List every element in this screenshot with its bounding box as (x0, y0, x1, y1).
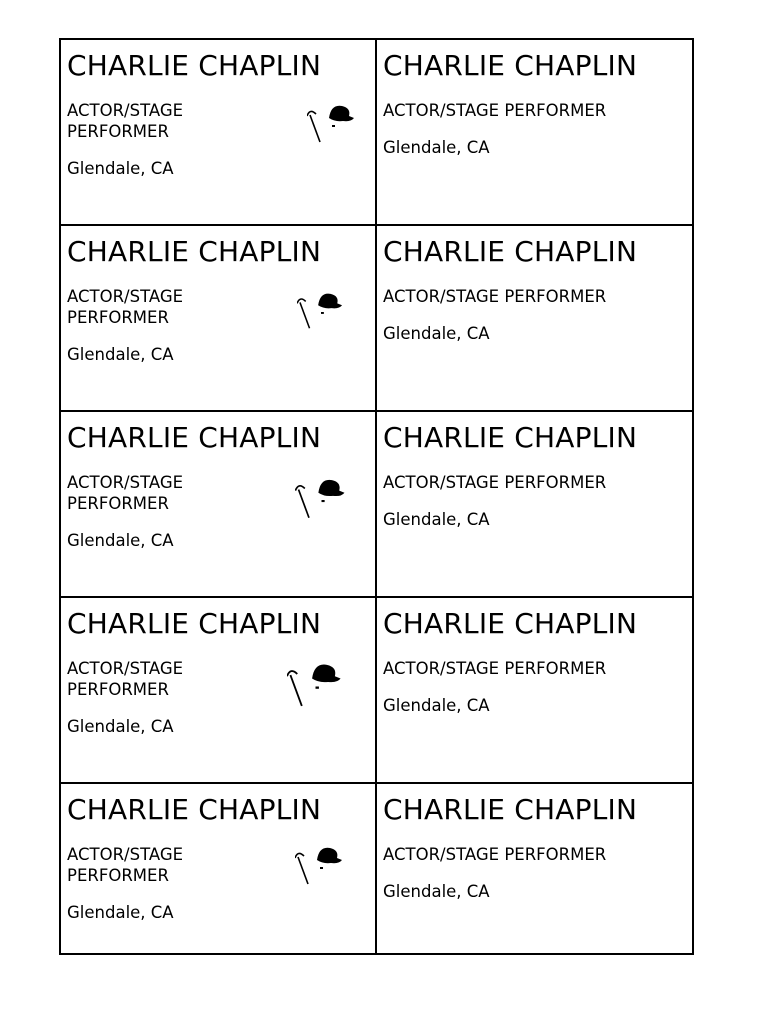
chaplin-hat-cane-icon (295, 476, 348, 524)
card-role: ACTOR/STAGE PERFORMER (383, 845, 607, 864)
card-name: CHARLIE CHAPLIN (67, 607, 322, 640)
card-name: CHARLIE CHAPLIN (67, 235, 322, 268)
card-role: ACTOR/STAGE PERFORMER (383, 659, 607, 678)
card-role: ACTOR/STAGE PERFORMER (67, 845, 184, 885)
card-name: CHARLIE CHAPLIN (67, 793, 322, 826)
card-name: CHARLIE CHAPLIN (67, 49, 322, 82)
card-name: CHARLIE CHAPLIN (383, 607, 638, 640)
card-role: ACTOR/STAGE PERFORMER (67, 659, 184, 699)
card-grid (61, 40, 692, 953)
card-name: CHARLIE CHAPLIN (383, 235, 638, 268)
card-role: ACTOR/STAGE PERFORMER (383, 473, 607, 492)
chaplin-hat-cane-icon (297, 290, 345, 334)
card-name: CHARLIE CHAPLIN (383, 793, 638, 826)
card-location: Glendale, CA (383, 696, 490, 715)
card-location: Glendale, CA (383, 324, 490, 343)
business-card (61, 40, 375, 224)
card-location: Glendale, CA (383, 882, 490, 901)
card-role: ACTOR/STAGE PERFORMER (383, 287, 607, 306)
chaplin-hat-cane-icon (287, 660, 344, 713)
card-location: Glendale, CA (383, 510, 490, 529)
business-card (377, 598, 692, 782)
card-role: ACTOR/STAGE PERFORMER (383, 101, 607, 120)
business-card (377, 784, 692, 955)
card-role: ACTOR/STAGE PERFORMER (67, 473, 184, 513)
card-location: Glendale, CA (67, 345, 174, 364)
card-name: CHARLIE CHAPLIN (67, 421, 322, 454)
card-name: CHARLIE CHAPLIN (383, 49, 638, 82)
chaplin-hat-cane-icon (295, 844, 345, 890)
card-location: Glendale, CA (67, 159, 174, 178)
card-role: ACTOR/STAGE PERFORMER (67, 101, 184, 141)
business-card (61, 412, 375, 596)
business-card-sheet (59, 38, 694, 955)
card-role: ACTOR/STAGE PERFORMER (67, 287, 184, 327)
business-card (61, 784, 375, 955)
card-location: Glendale, CA (383, 138, 490, 157)
business-card (377, 40, 692, 224)
business-card (377, 226, 692, 410)
business-card (61, 598, 375, 782)
card-location: Glendale, CA (67, 903, 174, 922)
card-location: Glendale, CA (67, 717, 174, 736)
chaplin-hat-cane-icon (307, 102, 357, 148)
card-name: CHARLIE CHAPLIN (383, 421, 638, 454)
business-card (61, 226, 375, 410)
card-location: Glendale, CA (67, 531, 174, 550)
business-card (377, 412, 692, 596)
